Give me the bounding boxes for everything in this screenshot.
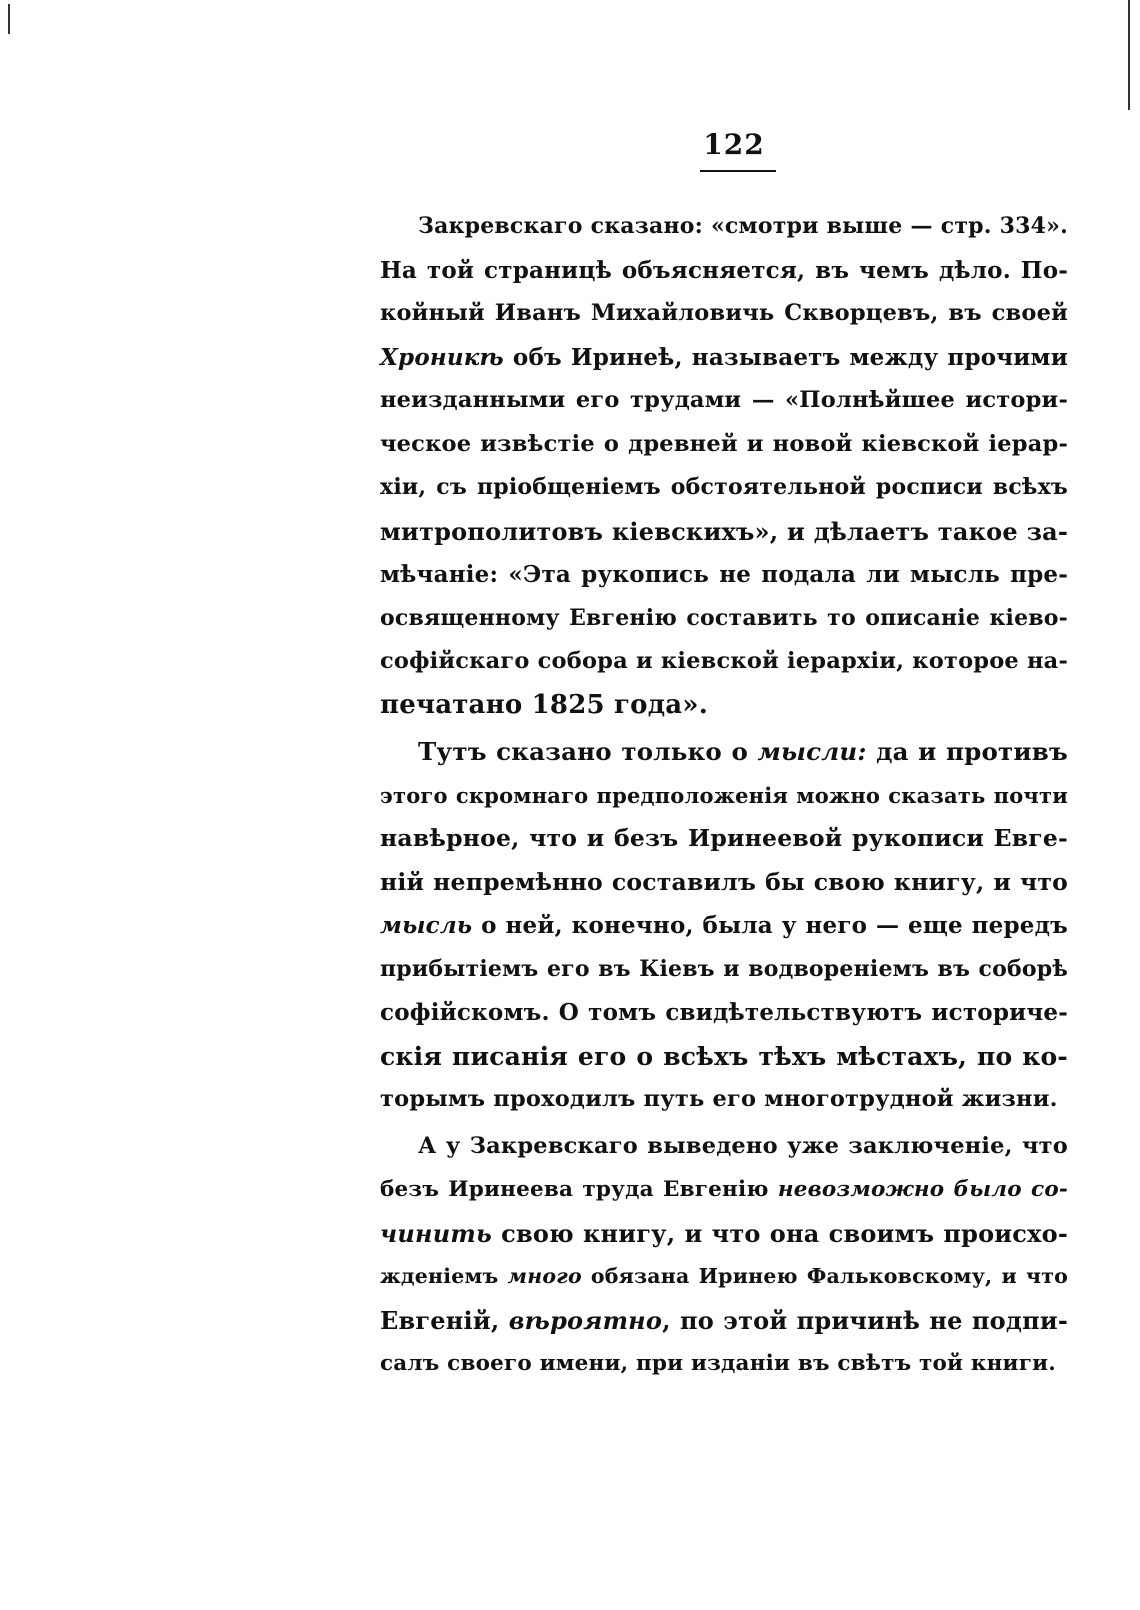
text-line: [380, 1255, 1068, 1299]
text-run: хіи, съ пріобщеніемъ обстоятельной росписи всѣхъ: [380, 474, 1068, 500]
text-line: [380, 1299, 1068, 1343]
text-line: [380, 510, 1068, 554]
text-run: , по этой причинѣ не подпи-: [662, 1305, 1068, 1335]
text-line: [380, 292, 1068, 336]
text-line: [380, 817, 1068, 861]
italic-text: вѣроятно: [508, 1305, 663, 1335]
text-line: [380, 861, 1068, 905]
italic-text: чинить: [380, 1218, 492, 1248]
italic-text: мысль: [380, 912, 473, 939]
text-line: [380, 948, 1068, 992]
text-run: ній непремѣнно составилъ бы свою книгу, и что: [380, 867, 1068, 896]
text-run: обязана Иринею Фальковскому, и что: [581, 1264, 1068, 1288]
text-line: [380, 466, 1068, 510]
paragraph: [380, 730, 1068, 1122]
text-line: [380, 1078, 1068, 1122]
page-number: 122: [703, 128, 765, 161]
text-line: [380, 1342, 1068, 1386]
text-line: [380, 205, 1068, 249]
text-run: навѣрное, что и безъ Иринеевой рукописи Евге-: [380, 824, 1068, 852]
text-line: [380, 730, 1068, 774]
text-line: [380, 423, 1068, 467]
text-run: Закревскаго сказано: «смотри выше — стр. 334».: [418, 213, 1068, 239]
text-line: [380, 379, 1068, 423]
text-run: освященному Евгенію составить то описаніе кіево-: [380, 604, 1068, 631]
text-run: ческое извѣстіе о древней и новой кіевской іерар-: [380, 430, 1068, 457]
italic-text: много: [507, 1264, 582, 1288]
text-run: объ Иринеѣ, называетъ между прочими: [503, 343, 1068, 371]
text-line: [380, 640, 1068, 684]
text-line: [380, 774, 1068, 818]
text-line: [380, 904, 1068, 948]
text-line: [380, 1125, 1068, 1169]
text-run: да и противъ: [866, 737, 1069, 766]
scan-edge-mark-right: [1128, 0, 1130, 110]
paragraph: [380, 1125, 1068, 1386]
paragraph: [380, 205, 1068, 727]
text-run: жденіемъ: [380, 1264, 508, 1288]
text-run: безъ Иринеева труда Евгенію: [380, 1177, 778, 1202]
text-run: скія писанія его о всѣхъ тѣхъ мѣстахъ, по ко-: [380, 1041, 1068, 1071]
italic-text: Хроникѣ: [380, 343, 504, 371]
text-run: А у Закревскаго выведено уже заключеніе, что: [418, 1132, 1068, 1159]
text-run: мѣчаніе: «Эта рукопись не подала ли мысль пре-: [380, 561, 1068, 588]
text-run: торымъ проходилъ путь его многотрудной жизни.: [380, 1086, 1058, 1112]
body-text: [380, 205, 1068, 1386]
text-line: [380, 1212, 1068, 1256]
text-run: прибытіемъ его въ Кіевъ и водвореніемъ въ соборѣ: [380, 955, 1068, 982]
text-run: Евгеній,: [380, 1305, 509, 1335]
text-line: [380, 1168, 1068, 1212]
page-number-underline: [700, 170, 776, 172]
text-line: [380, 684, 1068, 728]
text-line: [380, 553, 1068, 597]
text-line: [380, 249, 1068, 293]
text-run: этого скромнаго предположенія можно сказать почти: [380, 782, 1068, 808]
text-line: [380, 1035, 1068, 1079]
text-run: Тутъ сказано только о: [418, 737, 758, 766]
text-run: неизданными его трудами — «Полнѣйшее истори-: [380, 387, 1068, 413]
text-run: койный Иванъ Михайловичь Скворцевъ, въ своей: [380, 300, 1068, 326]
text-run: свою книгу, и что она своимъ происхо-: [491, 1218, 1068, 1248]
text-line: [380, 336, 1068, 380]
text-run: На той страницѣ объясняется, въ чемъ дѣло. По-: [380, 256, 1068, 284]
text-line: [380, 991, 1068, 1035]
text-run: софійскаго собора и кіевской іерархіи, которое на-: [380, 648, 1068, 674]
text-run: печатано 1825 года».: [380, 689, 708, 720]
italic-text: мысли:: [757, 737, 867, 766]
text-line: [380, 597, 1068, 641]
text-run: софійскомъ. О томъ свидѣтельствуютъ историче-: [380, 999, 1068, 1026]
scan-edge-mark-left: [8, 4, 10, 34]
text-run: митрополитовъ кіевскихъ», и дѣлаетъ такое за-: [380, 516, 1068, 546]
text-run: салъ своего имени, при изданіи въ свѣтъ той книги.: [380, 1351, 1056, 1376]
text-run: о ней, конечно, была у него — еще передъ: [472, 912, 1068, 939]
italic-text: невозможно было со-: [777, 1177, 1068, 1202]
